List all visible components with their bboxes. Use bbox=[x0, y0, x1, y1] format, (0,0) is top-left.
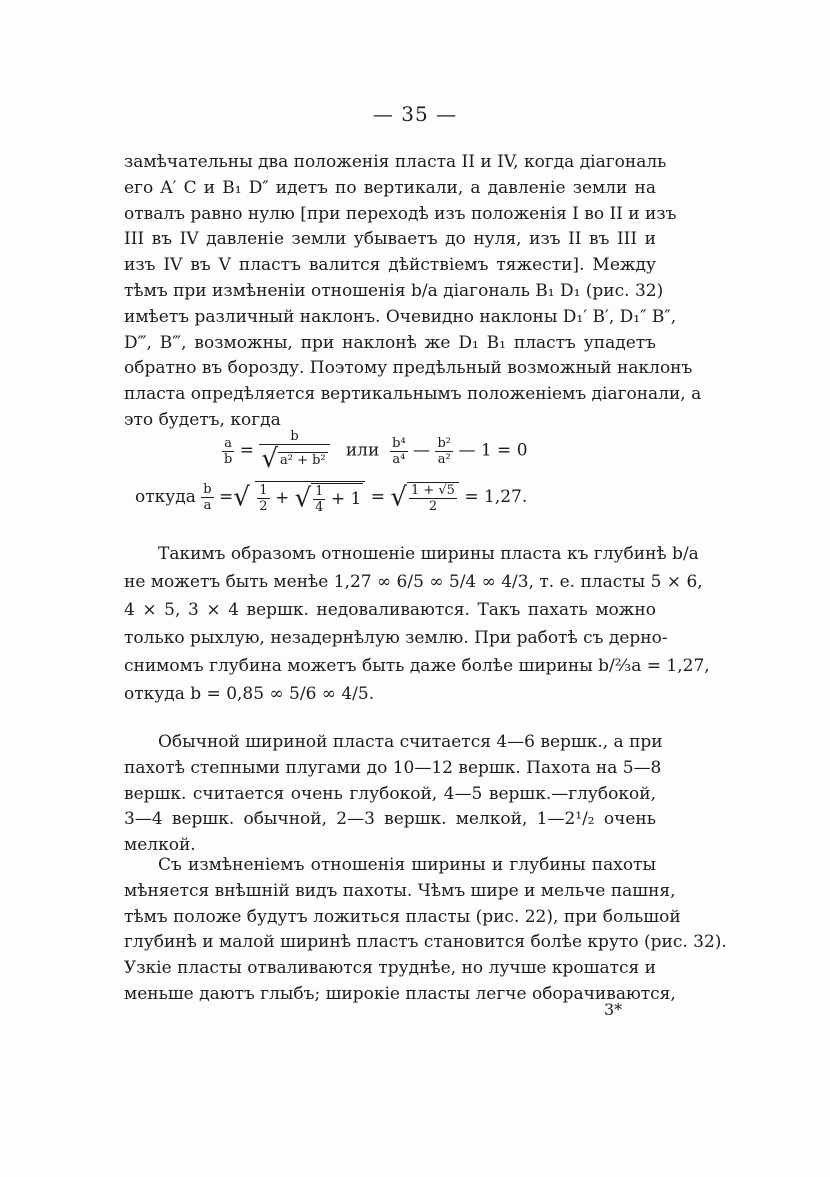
fraction-one-half bbox=[257, 484, 269, 513]
denominator: a⁴ bbox=[392, 451, 406, 467]
text-line: тѣмъ при измѣненіи отношенія b/a діагональ B₁ D₁ (рис. 32) bbox=[124, 280, 664, 301]
fraction-golden bbox=[409, 484, 457, 513]
equation-tail: — 1 = 0 bbox=[458, 440, 528, 461]
page-number: — 35 — bbox=[372, 102, 458, 126]
text-line: не можетъ быть менѣе 1,27 ∞ 6/5 ∞ 5/4 ∞ 4/3, т. е. пласты 5 × 6, bbox=[124, 572, 703, 592]
equation-result: = 1,27. bbox=[464, 487, 528, 507]
text-line: только рыхлую, незадернѣлую землю. При работѣ съ дерно- bbox=[124, 628, 668, 648]
text-line: тѣмъ положе будутъ ложиться пласты (рис. 22), при большой bbox=[124, 906, 681, 927]
text-line: мѣняется внѣшній видъ пахоты. Чѣмъ шире и мельче пашня, bbox=[124, 880, 676, 901]
text-line: изъ IV въ V пластъ валится дѣйствіемъ тяжести]. Между bbox=[124, 255, 656, 276]
inner-radicand bbox=[311, 483, 363, 514]
plus-one: + 1 bbox=[330, 489, 362, 509]
word-or: или bbox=[345, 440, 380, 461]
numerator: b bbox=[259, 430, 329, 445]
equals-sign: = bbox=[239, 440, 254, 461]
numerator: b² bbox=[437, 435, 452, 451]
radicand: a² + b² bbox=[279, 452, 326, 468]
plus-sign: + bbox=[274, 488, 290, 508]
text-line: вершк. считается очень глубокой, 4—5 вершк.—глубокой, bbox=[124, 783, 656, 804]
equation-1 bbox=[222, 430, 528, 472]
text-line: обратно въ борозду. Поэтому предѣльный возможный наклонъ bbox=[124, 358, 693, 379]
text-line: пахотѣ степными плугами до 10—12 вершк. Пахота на 5—8 bbox=[124, 757, 662, 778]
equals-sign: = bbox=[370, 487, 385, 507]
numerator: b⁴ bbox=[392, 435, 406, 451]
text-line: меньше даютъ глыбъ; широкіе пласты легче оборачиваются, bbox=[124, 983, 676, 1004]
text-line: Обычной шириной пласта считается 4—6 вершк., а при bbox=[158, 732, 663, 752]
text-line: снимомъ глубина можетъ быть даже болѣе ширины b/²⁄₃a = 1,27, bbox=[124, 656, 710, 676]
text-line: 4 × 5, 3 × 4 вершк. недоваливаются. Такъ пахать можно bbox=[124, 600, 656, 620]
text-line: глубинѣ и малой ширинѣ пластъ становится болѣе круто (рис. 32). bbox=[124, 932, 727, 953]
radical-sign: √ bbox=[390, 482, 407, 513]
fraction-b2-over-a2 bbox=[435, 437, 453, 466]
text-line: это будетъ, когда bbox=[124, 409, 281, 430]
paragraph-3 bbox=[124, 730, 663, 859]
minus-sign: — bbox=[413, 440, 431, 461]
text-line: D‴, B‴, возможны, при наклонѣ же D₁ B₁ пластъ упадетъ bbox=[124, 332, 656, 353]
equation-2 bbox=[135, 481, 527, 514]
radical-sign: √ bbox=[233, 482, 250, 513]
text-line: 3—4 вершк. обычной, 2—3 вершк. мелкой, 1—2¹/₂ очень bbox=[124, 809, 656, 830]
text-line: Узкіе пласты отваливаются труднѣе, но лучше крошатся и bbox=[124, 958, 656, 979]
text-line: мелкой. bbox=[124, 835, 196, 856]
text-line: замѣчательны два положенія пласта II и IV, когда діагональ bbox=[124, 152, 667, 172]
text-line: его A′ C и B₁ D″ идетъ по вертикали, а давленіе земли на bbox=[124, 177, 656, 198]
denominator: b bbox=[224, 451, 233, 467]
paragraph-2 bbox=[124, 540, 710, 708]
denominator: 2 bbox=[428, 499, 438, 514]
equals-sign: = bbox=[219, 487, 234, 507]
denominator-root bbox=[259, 445, 329, 472]
paragraph-4 bbox=[124, 853, 727, 1008]
text-line: отвалъ равно нулю [при переходѣ изъ положенія I во II и изъ bbox=[124, 203, 677, 224]
radical-sign: √ bbox=[261, 444, 278, 474]
fraction-b-over-a bbox=[201, 483, 213, 512]
text-line: имѣетъ различный наклонъ. Очевидно наклоны D₁′ B′, D₁″ B″, bbox=[124, 306, 677, 327]
denominator: 2 bbox=[259, 499, 268, 514]
numerator: 1 + √5 bbox=[410, 483, 455, 498]
radical-sign: √ bbox=[294, 483, 312, 514]
text-line: пласта опредѣляется вертикальнымъ положеніемъ діагонали, а bbox=[124, 384, 702, 405]
fraction-a-over-b bbox=[222, 437, 234, 466]
numerator: b bbox=[203, 482, 212, 497]
outer-radicand bbox=[255, 481, 365, 514]
fraction-b4-over-a4 bbox=[390, 437, 408, 466]
numerator: 1 bbox=[315, 484, 324, 499]
denominator: 4 bbox=[315, 500, 324, 515]
text-line: III въ IV давленіе земли убываетъ до нуля, изъ II въ III и bbox=[124, 229, 656, 250]
golden-radicand bbox=[407, 482, 459, 513]
word-otkuda: откуда bbox=[135, 487, 196, 507]
paragraph-1 bbox=[124, 150, 702, 434]
numerator: a bbox=[222, 437, 234, 452]
text-line: откуда b = 0,85 ∞ 5/6 ∞ 4/5. bbox=[124, 684, 375, 704]
text-line: Съ измѣненіемъ отношенія ширины и глубины пахоты bbox=[158, 855, 656, 875]
denominator: a² bbox=[437, 451, 451, 467]
signature-mark: 3* bbox=[604, 1000, 623, 1019]
denominator: a bbox=[203, 498, 212, 513]
fraction-b-over-root bbox=[259, 430, 329, 472]
text-line: Такимъ образомъ отношеніе ширины пласта къ глубинѣ b/a bbox=[158, 544, 699, 564]
numerator: 1 bbox=[259, 483, 268, 498]
fraction-one-quarter bbox=[313, 485, 325, 514]
